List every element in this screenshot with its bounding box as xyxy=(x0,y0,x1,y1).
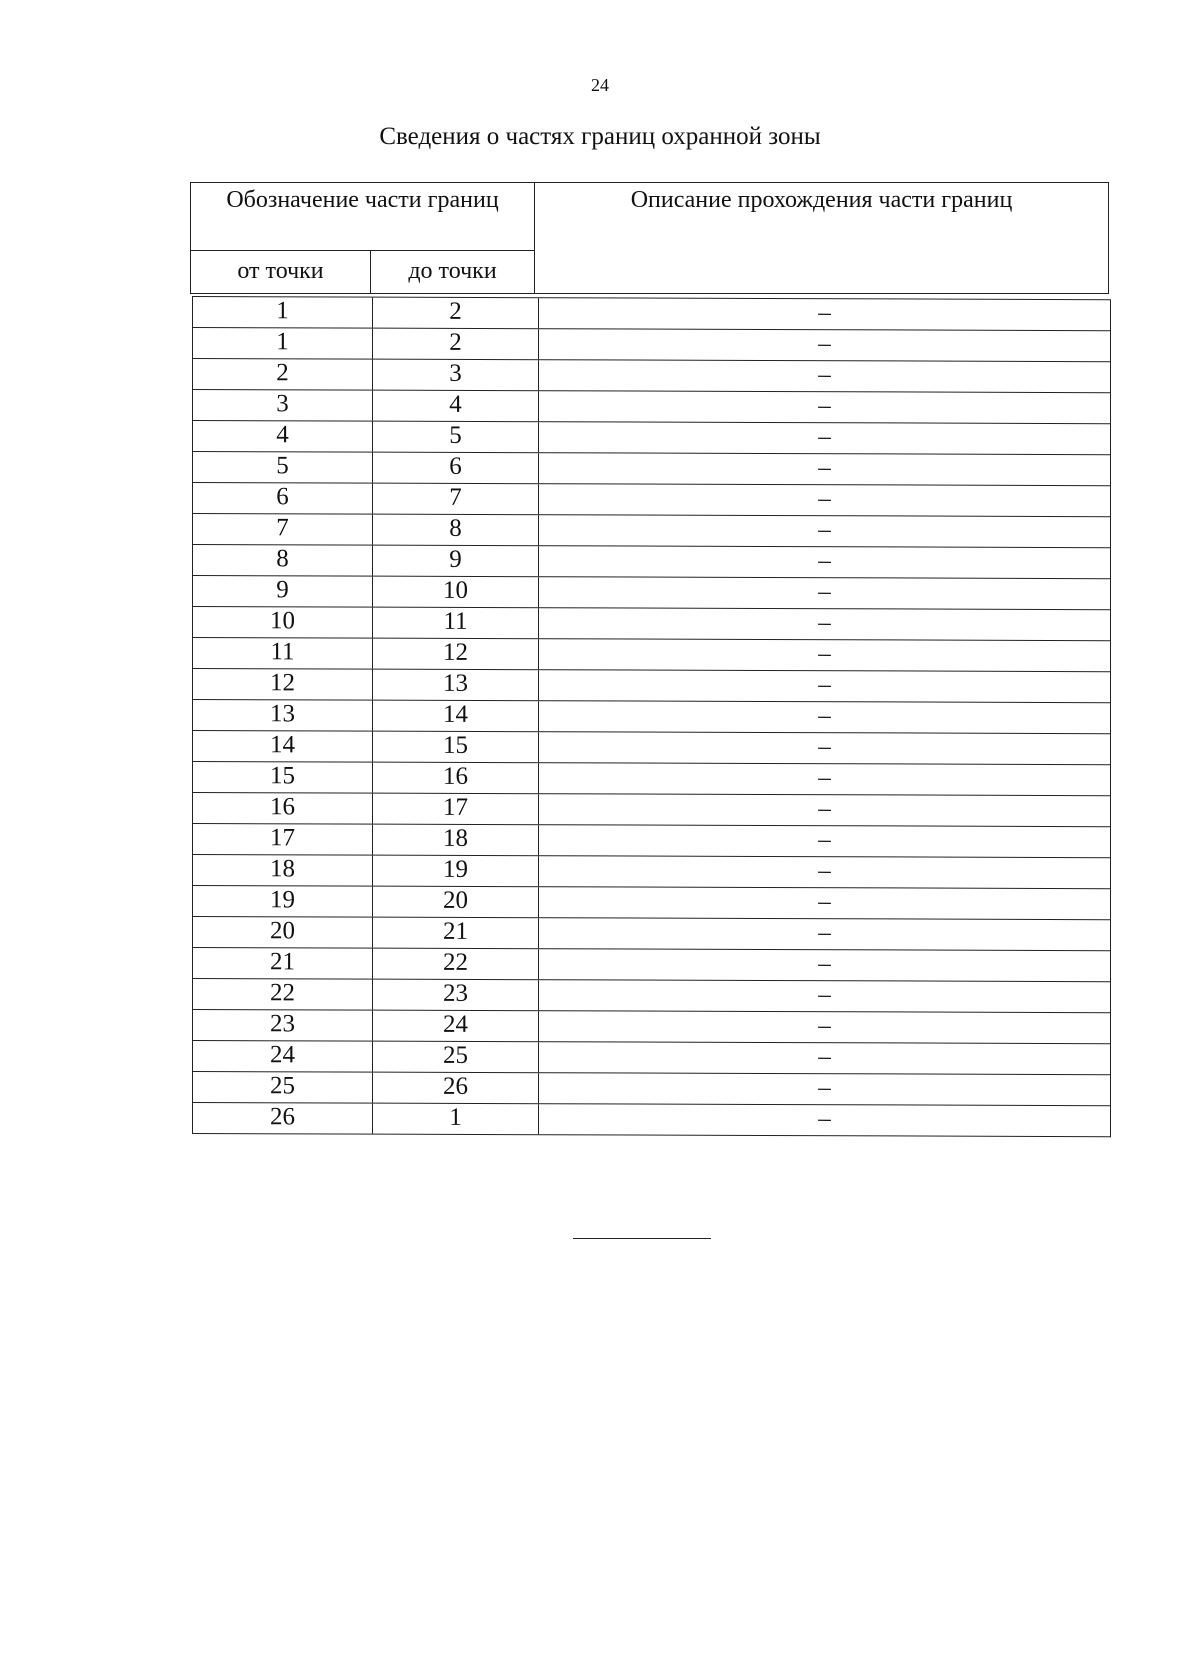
description-cell: – xyxy=(818,950,831,978)
table-row xyxy=(193,792,1110,826)
from-point-cell: 7 xyxy=(193,514,373,545)
from-point-cell: 9 xyxy=(193,576,373,607)
to-point-cell: 12 xyxy=(373,639,539,670)
from-point-cell: 22 xyxy=(193,979,373,1010)
description-cell: – xyxy=(818,1043,831,1071)
from-point-cell: 4 xyxy=(193,421,373,452)
table-row xyxy=(193,668,1110,702)
to-point-cell: 4 xyxy=(373,391,539,422)
table-header xyxy=(190,182,1109,294)
description-cell: – xyxy=(818,609,831,637)
from-point-cell: 20 xyxy=(193,917,373,948)
to-point-cell: 16 xyxy=(373,763,539,794)
table-row xyxy=(193,1040,1110,1074)
description-cell: – xyxy=(818,1074,831,1102)
table-row xyxy=(193,544,1110,578)
description-cell: – xyxy=(818,361,831,389)
table-row xyxy=(193,389,1110,423)
description-cell: – xyxy=(818,1012,831,1040)
description-cell: – xyxy=(818,516,831,544)
to-point-cell: 25 xyxy=(373,1042,539,1073)
description-cell: – xyxy=(818,640,831,668)
to-point-cell: 13 xyxy=(373,670,539,701)
table-row xyxy=(193,699,1110,733)
from-point-cell: 6 xyxy=(193,483,373,514)
page-title: Сведения о частях границ охранной зоны xyxy=(379,123,821,150)
table-row xyxy=(193,1071,1110,1105)
description-cell: – xyxy=(818,485,831,513)
table-row xyxy=(193,854,1110,888)
to-point-cell: 3 xyxy=(373,360,539,391)
from-point-cell: 16 xyxy=(193,793,373,824)
table-row xyxy=(193,420,1110,454)
header-boundary-part: Обозначение части границ xyxy=(191,183,535,251)
table-row xyxy=(193,1009,1110,1043)
description-cell: – xyxy=(818,547,831,575)
description-cell: – xyxy=(818,454,831,482)
to-point-cell: 5 xyxy=(373,422,539,453)
from-point-cell: 12 xyxy=(193,669,373,700)
to-point-cell: 1 xyxy=(373,1104,539,1135)
from-point-cell: 23 xyxy=(193,1010,373,1041)
from-point-cell: 11 xyxy=(193,638,373,669)
page-number: 24 xyxy=(591,75,609,95)
table-row xyxy=(193,296,1110,330)
table-row xyxy=(193,730,1110,764)
table-row xyxy=(193,823,1110,857)
description-cell: – xyxy=(818,857,831,885)
from-point-cell: 13 xyxy=(193,700,373,731)
from-point-cell: 2 xyxy=(193,359,373,390)
description-cell: – xyxy=(818,1105,831,1133)
to-point-cell: 9 xyxy=(373,546,539,577)
table-row xyxy=(193,637,1110,671)
table-row xyxy=(193,761,1110,795)
boundary-table-body xyxy=(192,296,1111,1137)
from-point-cell: 14 xyxy=(193,731,373,762)
to-point-cell: 10 xyxy=(373,577,539,608)
to-point-cell: 2 xyxy=(373,329,539,360)
from-point-cell: 21 xyxy=(193,948,373,979)
description-cell: – xyxy=(818,392,831,420)
table-row xyxy=(193,978,1110,1012)
to-point-cell: 23 xyxy=(373,980,539,1011)
from-point-cell: 3 xyxy=(193,390,373,421)
from-point-cell: 10 xyxy=(193,607,373,638)
to-point-cell: 8 xyxy=(373,515,539,546)
description-cell: – xyxy=(818,733,831,761)
end-divider xyxy=(573,1238,711,1239)
table-row xyxy=(193,327,1110,361)
description-cell: – xyxy=(818,299,831,327)
table-row xyxy=(193,916,1110,950)
description-cell: – xyxy=(818,702,831,730)
to-point-cell: 20 xyxy=(373,887,539,918)
from-point-cell: 8 xyxy=(193,545,373,576)
table-row xyxy=(193,947,1110,981)
from-point-cell: 18 xyxy=(193,855,373,886)
table-row xyxy=(193,513,1110,547)
to-point-cell: 17 xyxy=(373,794,539,825)
table-row xyxy=(193,885,1110,919)
description-cell: – xyxy=(818,888,831,916)
table-row xyxy=(193,575,1110,609)
description-cell: – xyxy=(818,981,831,1009)
to-point-cell: 14 xyxy=(373,701,539,732)
to-point-cell: 2 xyxy=(373,298,539,329)
to-point-cell: 11 xyxy=(373,608,539,639)
to-point-cell: 15 xyxy=(373,732,539,763)
description-cell: – xyxy=(818,578,831,606)
description-cell: – xyxy=(818,330,831,358)
from-point-cell: 5 xyxy=(193,452,373,483)
description-cell: – xyxy=(818,795,831,823)
to-point-cell: 24 xyxy=(373,1011,539,1042)
to-point-cell: 21 xyxy=(373,918,539,949)
from-point-cell: 24 xyxy=(193,1041,373,1072)
to-point-cell: 18 xyxy=(373,825,539,856)
header-to-point: до точки xyxy=(371,251,535,293)
description-cell: – xyxy=(818,671,831,699)
header-from-point: от точки xyxy=(191,251,371,293)
table-row xyxy=(193,451,1110,485)
header-description: Описание прохождения части границ xyxy=(630,187,1013,213)
description-cell: – xyxy=(818,423,831,451)
from-point-cell: 1 xyxy=(193,328,373,359)
from-point-cell: 25 xyxy=(193,1072,373,1103)
table-row xyxy=(193,482,1110,516)
description-cell: – xyxy=(818,826,831,854)
table-row xyxy=(193,358,1110,392)
from-point-cell: 19 xyxy=(193,886,373,917)
from-point-cell: 15 xyxy=(193,762,373,793)
to-point-cell: 19 xyxy=(373,856,539,887)
table-row xyxy=(193,1102,1110,1136)
description-cell: – xyxy=(818,919,831,947)
to-point-cell: 26 xyxy=(373,1073,539,1104)
to-point-cell: 22 xyxy=(373,949,539,980)
table-row xyxy=(193,606,1110,640)
from-point-cell: 1 xyxy=(193,297,373,328)
description-cell: – xyxy=(818,764,831,792)
to-point-cell: 6 xyxy=(373,453,539,484)
to-point-cell: 7 xyxy=(373,484,539,515)
from-point-cell: 17 xyxy=(193,824,373,855)
from-point-cell: 26 xyxy=(193,1103,373,1134)
